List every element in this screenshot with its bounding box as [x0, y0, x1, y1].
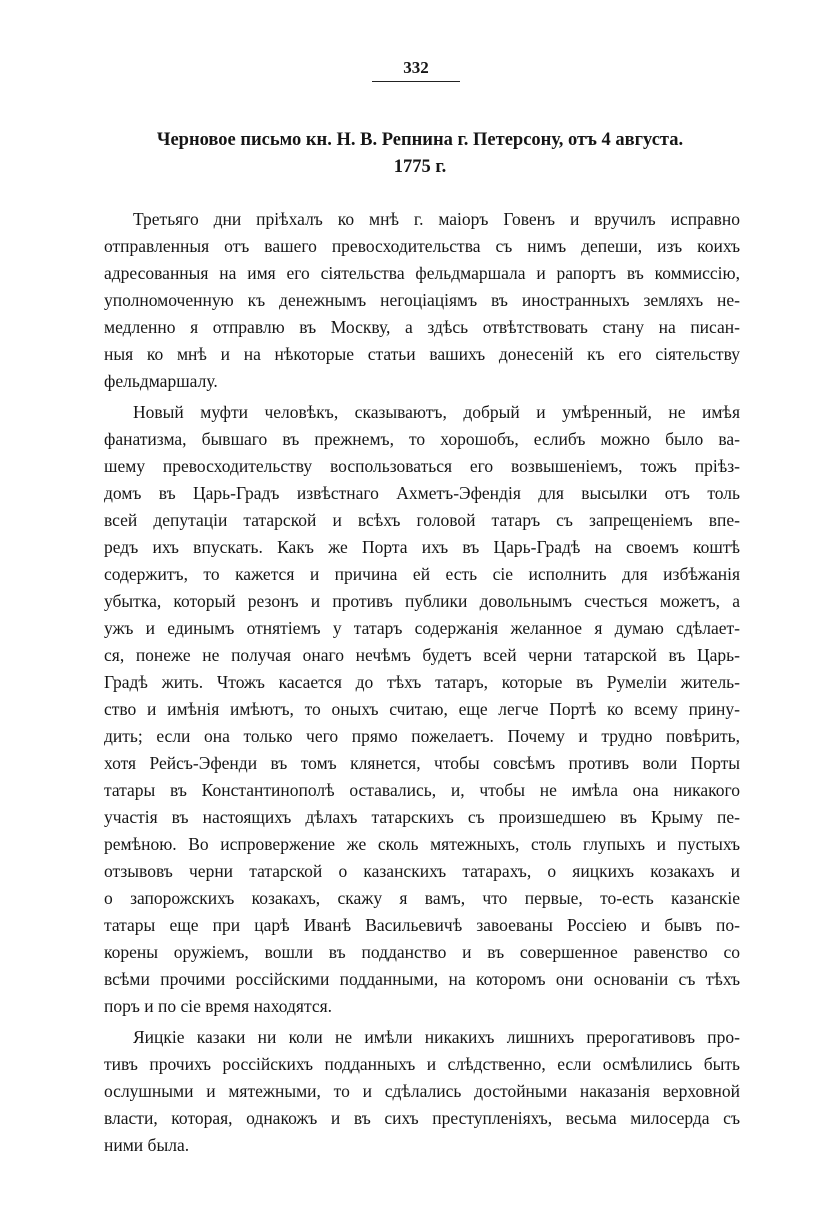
- text-line-content: ними была.: [104, 1135, 190, 1155]
- text-line: [104, 777, 740, 804]
- text-line-content: фанатизма, бывшаго въ прежнемъ, то хорошобъ, еслибъ можно было ва-: [104, 429, 740, 449]
- text-line-content: шему превосходительству воспользоваться его возвышенiемъ, тожъ прiѣз-: [104, 456, 740, 476]
- text-line: [104, 885, 740, 912]
- paragraph: [104, 399, 740, 1020]
- text-line: [104, 993, 740, 1020]
- text-line-content: ство и имѣнiя имѣютъ, то оныхъ считаю, еще легче Портѣ ко всему прину-: [104, 699, 740, 719]
- text-line-content: поръ и по сiе время находятся.: [104, 996, 333, 1016]
- text-line: [104, 696, 740, 723]
- text-line: [104, 233, 740, 260]
- text-line-content: фельдмаршалу.: [104, 371, 218, 391]
- text-line: [104, 507, 740, 534]
- text-line: [104, 1024, 740, 1051]
- text-line: [104, 206, 740, 233]
- text-line-content: власти, которая, однакожъ и въ сихъ преступленiяхъ, весьма милосерда съ: [104, 1108, 740, 1128]
- text-line: [104, 1051, 740, 1078]
- text-line: [104, 314, 740, 341]
- text-line-content: адресованныя на имя его сiятельства фельдмаршала и рапортъ въ коммиссiю,: [104, 263, 740, 283]
- text-line: [104, 399, 740, 426]
- text-line: [104, 966, 740, 993]
- text-line: [104, 831, 740, 858]
- text-line-content: ремѣною. Во испровержение же сколь мятежныхъ, столь глупыхъ и пустыхъ: [104, 834, 740, 854]
- text-line: [104, 588, 740, 615]
- text-line: [104, 642, 740, 669]
- document-title-year: 1775 г.: [393, 157, 447, 177]
- text-line-content: всѣми прочими россiйскими подданными, на которомъ они основанiи съ тѣхъ: [104, 969, 740, 989]
- text-line-content: медленно я отправлю въ Москву, а здѣсь отвѣтствовать стану на писан-: [104, 317, 740, 337]
- text-line-content: редъ ихъ впускать. Какъ же Порта ихъ въ Царь-Градѣ на своемъ коштѣ: [104, 537, 740, 557]
- text-line-content: тивъ прочихъ россiйскихъ подданныхъ и слѣдственно, если осмѣлились быть: [104, 1054, 740, 1074]
- text-line: [104, 368, 740, 395]
- text-line-content: татары еще при царѣ Иванѣ Васильевичѣ завоеваны Россiею и бывъ по-: [104, 915, 740, 935]
- text-line-content: отзывовъ черни татарской о казанскихъ татарахъ, о яицкихъ козакахъ и: [104, 861, 740, 881]
- text-line-content: Градѣ жить. Чтожъ касается до тѣхъ татаръ, которые въ Румелiи житель-: [104, 672, 740, 692]
- text-line: [104, 723, 740, 750]
- text-line-content: дить; если она только чего прямо пожелаетъ. Почему и трудно повѣрить,: [104, 726, 740, 746]
- text-line: [104, 534, 740, 561]
- text-line-content: домъ въ Царь-Градъ извѣстнаго Ахметъ-Эфендiя для высылки отъ толь: [104, 483, 740, 503]
- paragraph: [104, 1024, 740, 1159]
- text-line-content: уполномоченную къ денежнымъ негоцiацiямъ въ иностранныхъ земляхъ не-: [104, 290, 740, 310]
- text-line-content: ся, понеже не получая онаго нечѣмъ будетъ всей черни татарской въ Царь-: [104, 645, 740, 665]
- paragraph: [104, 206, 740, 395]
- letter-body: [104, 206, 740, 1159]
- text-line: [104, 341, 740, 368]
- text-line: [104, 260, 740, 287]
- text-line-content: корены оружiемъ, вошли въ подданство и въ совершенное равенство со: [104, 942, 740, 962]
- text-line: [104, 453, 740, 480]
- text-line-content: всей депутацiи татарской и всѣхъ головой татаръ съ запрещенiемъ впе-: [104, 510, 740, 530]
- document-title: Черновое письмо кн. Н. В. Репнина г. Петерсону, отъ 4 августа.: [156, 130, 684, 150]
- text-line-content: ослушными и мятежными, то и сдѣлались достойными наказанiя верховной: [104, 1081, 740, 1101]
- text-line: [104, 912, 740, 939]
- text-line-content: отправленныя отъ вашего превосходительства съ нимъ депеши, изъ коихъ: [104, 236, 740, 256]
- text-line: [104, 858, 740, 885]
- text-line-content: участiя въ настоящихъ дѣлахъ татарскихъ съ произшедшею въ Крыму пе-: [104, 807, 740, 827]
- text-line: [104, 804, 740, 831]
- text-line-content: ужъ и единымъ отнятiемъ у татаръ содержанiя желанное я думаю сдѣлает-: [104, 618, 740, 638]
- page-number: 332: [403, 58, 429, 77]
- text-line: [104, 1105, 740, 1132]
- text-line-content: убытка, который резонъ и противъ публики довольнымъ счесться можетъ, а: [104, 591, 740, 611]
- text-line: [104, 750, 740, 777]
- text-line-content: татары въ Константинополѣ оставались, и, чтобы не имѣла она никакого: [104, 780, 740, 800]
- text-line: [104, 480, 740, 507]
- text-line: [104, 287, 740, 314]
- text-line-content: Третьяго дни прiѣхалъ ко мнѣ г. маiоръ Говенъ и вручилъ исправно: [133, 209, 740, 229]
- text-line: [104, 939, 740, 966]
- page-number-rule: [372, 81, 460, 82]
- text-line-content: хотя Рейсъ-Эфенди въ томъ клянется, чтобы совсѣмъ противъ воли Порты: [104, 753, 740, 773]
- text-line: [104, 669, 740, 696]
- text-line-content: о запорожскихъ козакахъ, скажу я вамъ, что первые, то-есть казанскiе: [104, 888, 740, 908]
- text-line: [104, 1078, 740, 1105]
- text-line: [104, 561, 740, 588]
- text-line-content: Яицкiе казаки ни коли не имѣли никакихъ лишнихъ прерогативовъ про-: [133, 1027, 740, 1047]
- text-line-content: ныя ко мнѣ и на нѣкоторые статьи вашихъ донесенiй къ его сiятельству: [104, 344, 740, 364]
- text-line: [104, 426, 740, 453]
- text-line-content: содержитъ, то кажется и причина ей есть сiе исполнить для избѣжанiя: [104, 564, 740, 584]
- text-line: [104, 1132, 740, 1159]
- text-line-content: Новый муфти человѣкъ, сказываютъ, добрый и умѣренный, не имѣя: [133, 402, 740, 422]
- text-line: [104, 615, 740, 642]
